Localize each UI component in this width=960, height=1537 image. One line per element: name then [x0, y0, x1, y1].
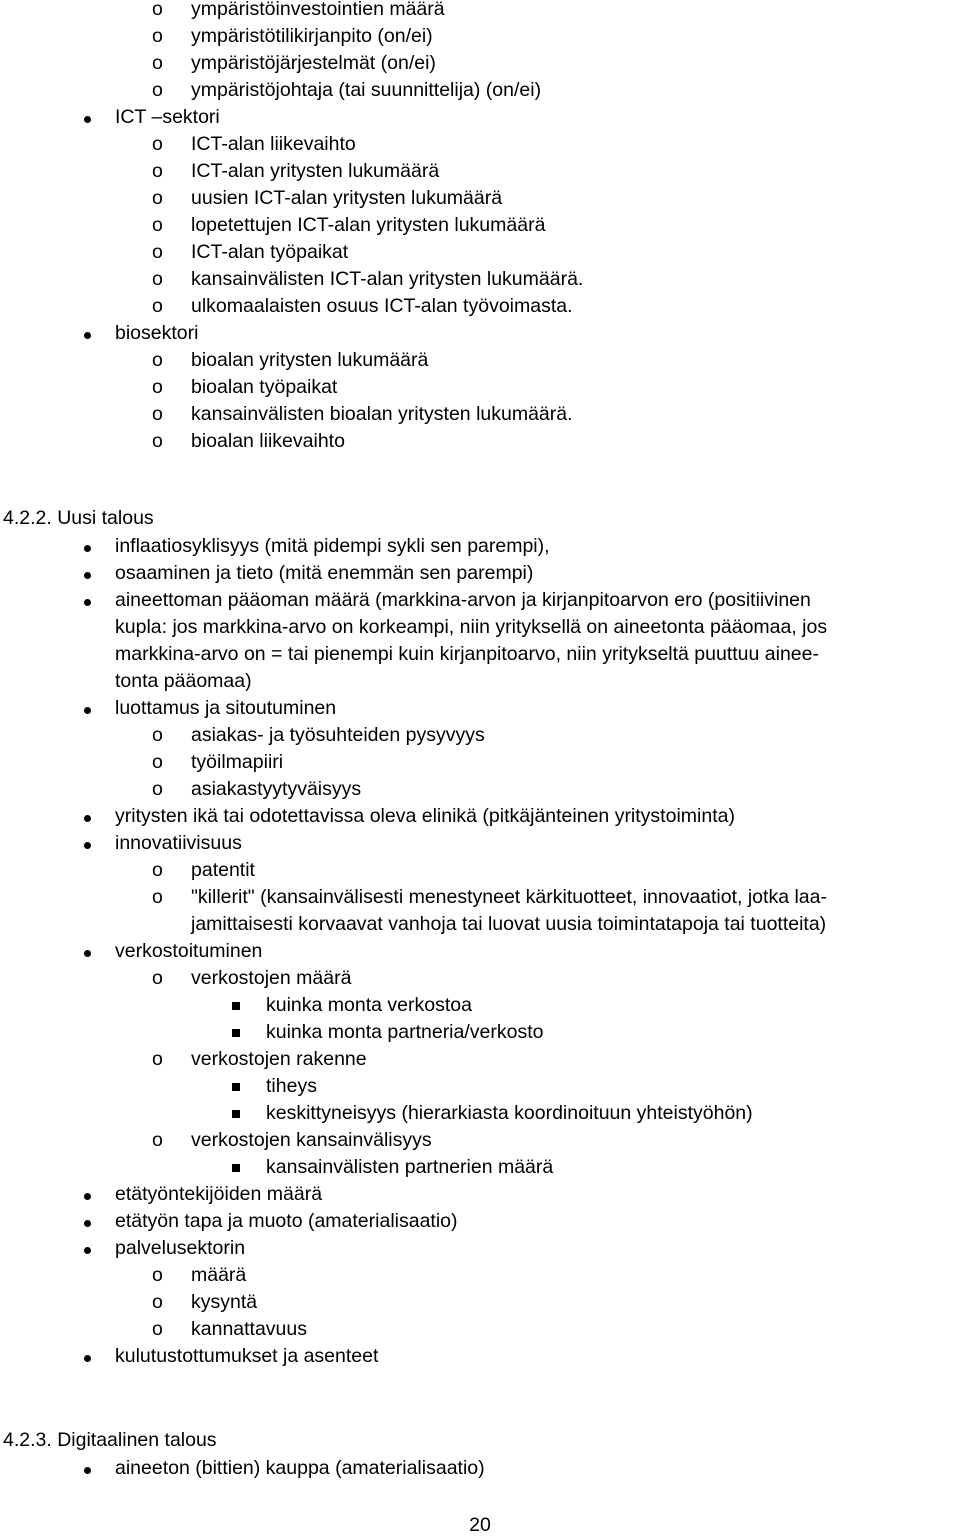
bullet-icon [84, 815, 91, 822]
list-item-text: ICT –sektori [115, 106, 220, 128]
square-bullet-icon [232, 1002, 240, 1010]
list-item-text: "killerit" (kansainvälisesti menestyneet kärkituotteet, innovaatiot, jotka laa- [191, 886, 827, 908]
circle-bullet-icon: o [152, 751, 163, 773]
list-item-text: ympäristöjärjestelmät (on/ei) [191, 52, 436, 74]
bullet-icon [84, 1247, 91, 1254]
section-heading-4-2-3: 4.2.3. Digitaalinen talous [3, 1429, 217, 1451]
circle-bullet-icon: o [152, 25, 163, 47]
list-item-text: ympäristöjohtaja (tai suunnittelija) (on/ei) [191, 79, 542, 101]
circle-bullet-icon: o [152, 967, 163, 989]
bullet-icon [84, 950, 91, 957]
circle-bullet-icon: o [152, 133, 163, 155]
list-item-text: uusien ICT-alan yritysten lukumäärä [191, 187, 503, 209]
section-heading-4-2-2: 4.2.2. Uusi talous [3, 507, 154, 529]
list-item-text: työilmapiiri [191, 751, 284, 773]
list-item-text: verkostojen rakenne [191, 1048, 367, 1070]
circle-bullet-icon: o [152, 376, 163, 398]
page-number: 20 [469, 1514, 491, 1536]
bullet-icon [84, 599, 91, 606]
list-item-text: bioalan yritysten lukumäärä [191, 349, 429, 371]
circle-bullet-icon: o [152, 1264, 163, 1286]
bullet-icon [84, 1355, 91, 1362]
bullet-icon [84, 572, 91, 579]
square-bullet-icon [232, 1083, 240, 1091]
list-item-text: verkostoituminen [115, 940, 263, 962]
list-item-text: kansainvälisten ICT-alan yritysten lukumäärä. [191, 268, 584, 290]
circle-bullet-icon: o [152, 160, 163, 182]
square-bullet-icon [232, 1110, 240, 1118]
list-item-text: kannattavuus [191, 1318, 308, 1340]
list-item-text: kuinka monta partneria/verkosto [266, 1021, 544, 1043]
list-item-text: ulkomaalaisten osuus ICT-alan työvoimasta. [191, 295, 573, 317]
circle-bullet-icon: o [152, 403, 163, 425]
list-item-text: yritysten ikä tai odotettavissa oleva elinikä (pitkäjänteinen yritystoiminta) [115, 805, 735, 827]
circle-bullet-icon: o [152, 0, 163, 20]
list-item-text: ICT-alan yritysten lukumäärä [191, 160, 440, 182]
circle-bullet-icon: o [152, 214, 163, 236]
list-item-text: asiakas- ja työsuhteiden pysyvyys [191, 724, 485, 746]
list-item-text: jamittaisesti korvaavat vanhoja tai luovat uusia toimintatapoja tai tuotteita) [191, 913, 827, 935]
list-item-text: inflaatiosyklisyys (mitä pidempi sykli sen parempi), [115, 535, 550, 557]
list-item-text: bioalan liikevaihto [191, 430, 345, 452]
list-item-text: verkostojen määrä [191, 967, 352, 989]
square-bullet-icon [232, 1029, 240, 1037]
list-item-text: patentit [191, 859, 255, 881]
list-item-text: määrä [191, 1264, 247, 1286]
list-item-text: luottamus ja sitoutuminen [115, 697, 337, 719]
list-item-text: kuinka monta verkostoa [266, 994, 472, 1016]
bullet-icon [84, 116, 91, 123]
list-item-text: tonta pääomaa) [115, 670, 252, 692]
bullet-icon [84, 707, 91, 714]
list-item-text: innovatiivisuus [115, 832, 242, 854]
list-item-text: kulutustottumukset ja asenteet [115, 1345, 379, 1367]
list-item-text: etätyön tapa ja muoto (amaterialisaatio) [115, 1210, 458, 1232]
list-item-text: osaaminen ja tieto (mitä enemmän sen parempi) [115, 562, 534, 584]
list-item-text: kupla: jos markkina-arvo on korkeampi, niin yrityksellä on aineetonta pääomaa, jos [115, 616, 828, 638]
circle-bullet-icon: o [152, 430, 163, 452]
list-item-text: ICT-alan liikevaihto [191, 133, 356, 155]
circle-bullet-icon: o [152, 724, 163, 746]
list-item-text: palvelusektorin [115, 1237, 246, 1259]
circle-bullet-icon: o [152, 1129, 163, 1151]
circle-bullet-icon: o [152, 1048, 163, 1070]
bullet-icon [84, 1467, 91, 1474]
circle-bullet-icon: o [152, 268, 163, 290]
bullet-icon [84, 1193, 91, 1200]
circle-bullet-icon: o [152, 295, 163, 317]
list-item-text: biosektori [115, 322, 199, 344]
list-item-text: kysyntä [191, 1291, 258, 1313]
circle-bullet-icon: o [152, 886, 163, 908]
list-item-text: lopetettujen ICT-alan yritysten lukumäärä [191, 214, 546, 236]
list-item-text: ympäristötilikirjanpito (on/ei) [191, 25, 433, 47]
list-item-text: tiheys [266, 1075, 317, 1097]
list-item-text: etätyöntekijöiden määrä [115, 1183, 323, 1205]
bullet-icon [84, 1220, 91, 1227]
list-item-text: verkostojen kansainvälisyys [191, 1129, 432, 1151]
circle-bullet-icon: o [152, 349, 163, 371]
bullet-icon [84, 545, 91, 552]
circle-bullet-icon: o [152, 187, 163, 209]
bullet-icon [84, 842, 91, 849]
list-item-text: asiakastyytyväisyys [191, 778, 362, 800]
circle-bullet-icon: o [152, 1318, 163, 1340]
list-item-text: aineettoman pääoman määrä (markkina-arvon ja kirjanpitoarvon ero (positiivinen [115, 589, 811, 611]
list-item-text: kansainvälisten bioalan yritysten lukumäärä. [191, 403, 573, 425]
circle-bullet-icon: o [152, 859, 163, 881]
list-item-text: keskittyneisyys (hierarkiasta koordinoituun yhteistyöhön) [266, 1102, 753, 1124]
square-bullet-icon [232, 1164, 240, 1172]
circle-bullet-icon: o [152, 778, 163, 800]
list-item-text: aineeton (bittien) kauppa (amaterialisaatio) [115, 1457, 485, 1479]
list-item-text: ympäristöinvestointien määrä [191, 0, 445, 20]
list-item-text: kansainvälisten partnerien määrä [266, 1156, 554, 1178]
circle-bullet-icon: o [152, 79, 163, 101]
circle-bullet-icon: o [152, 241, 163, 263]
circle-bullet-icon: o [152, 52, 163, 74]
circle-bullet-icon: o [152, 1291, 163, 1313]
list-item-text: bioalan työpaikat [191, 376, 338, 398]
bullet-icon [84, 332, 91, 339]
list-item-text: markkina-arvo on = tai pienempi kuin kirjanpitoarvo, niin yritykseltä puuttuu ainee- [115, 643, 819, 665]
list-item-text: ICT-alan työpaikat [191, 241, 349, 263]
